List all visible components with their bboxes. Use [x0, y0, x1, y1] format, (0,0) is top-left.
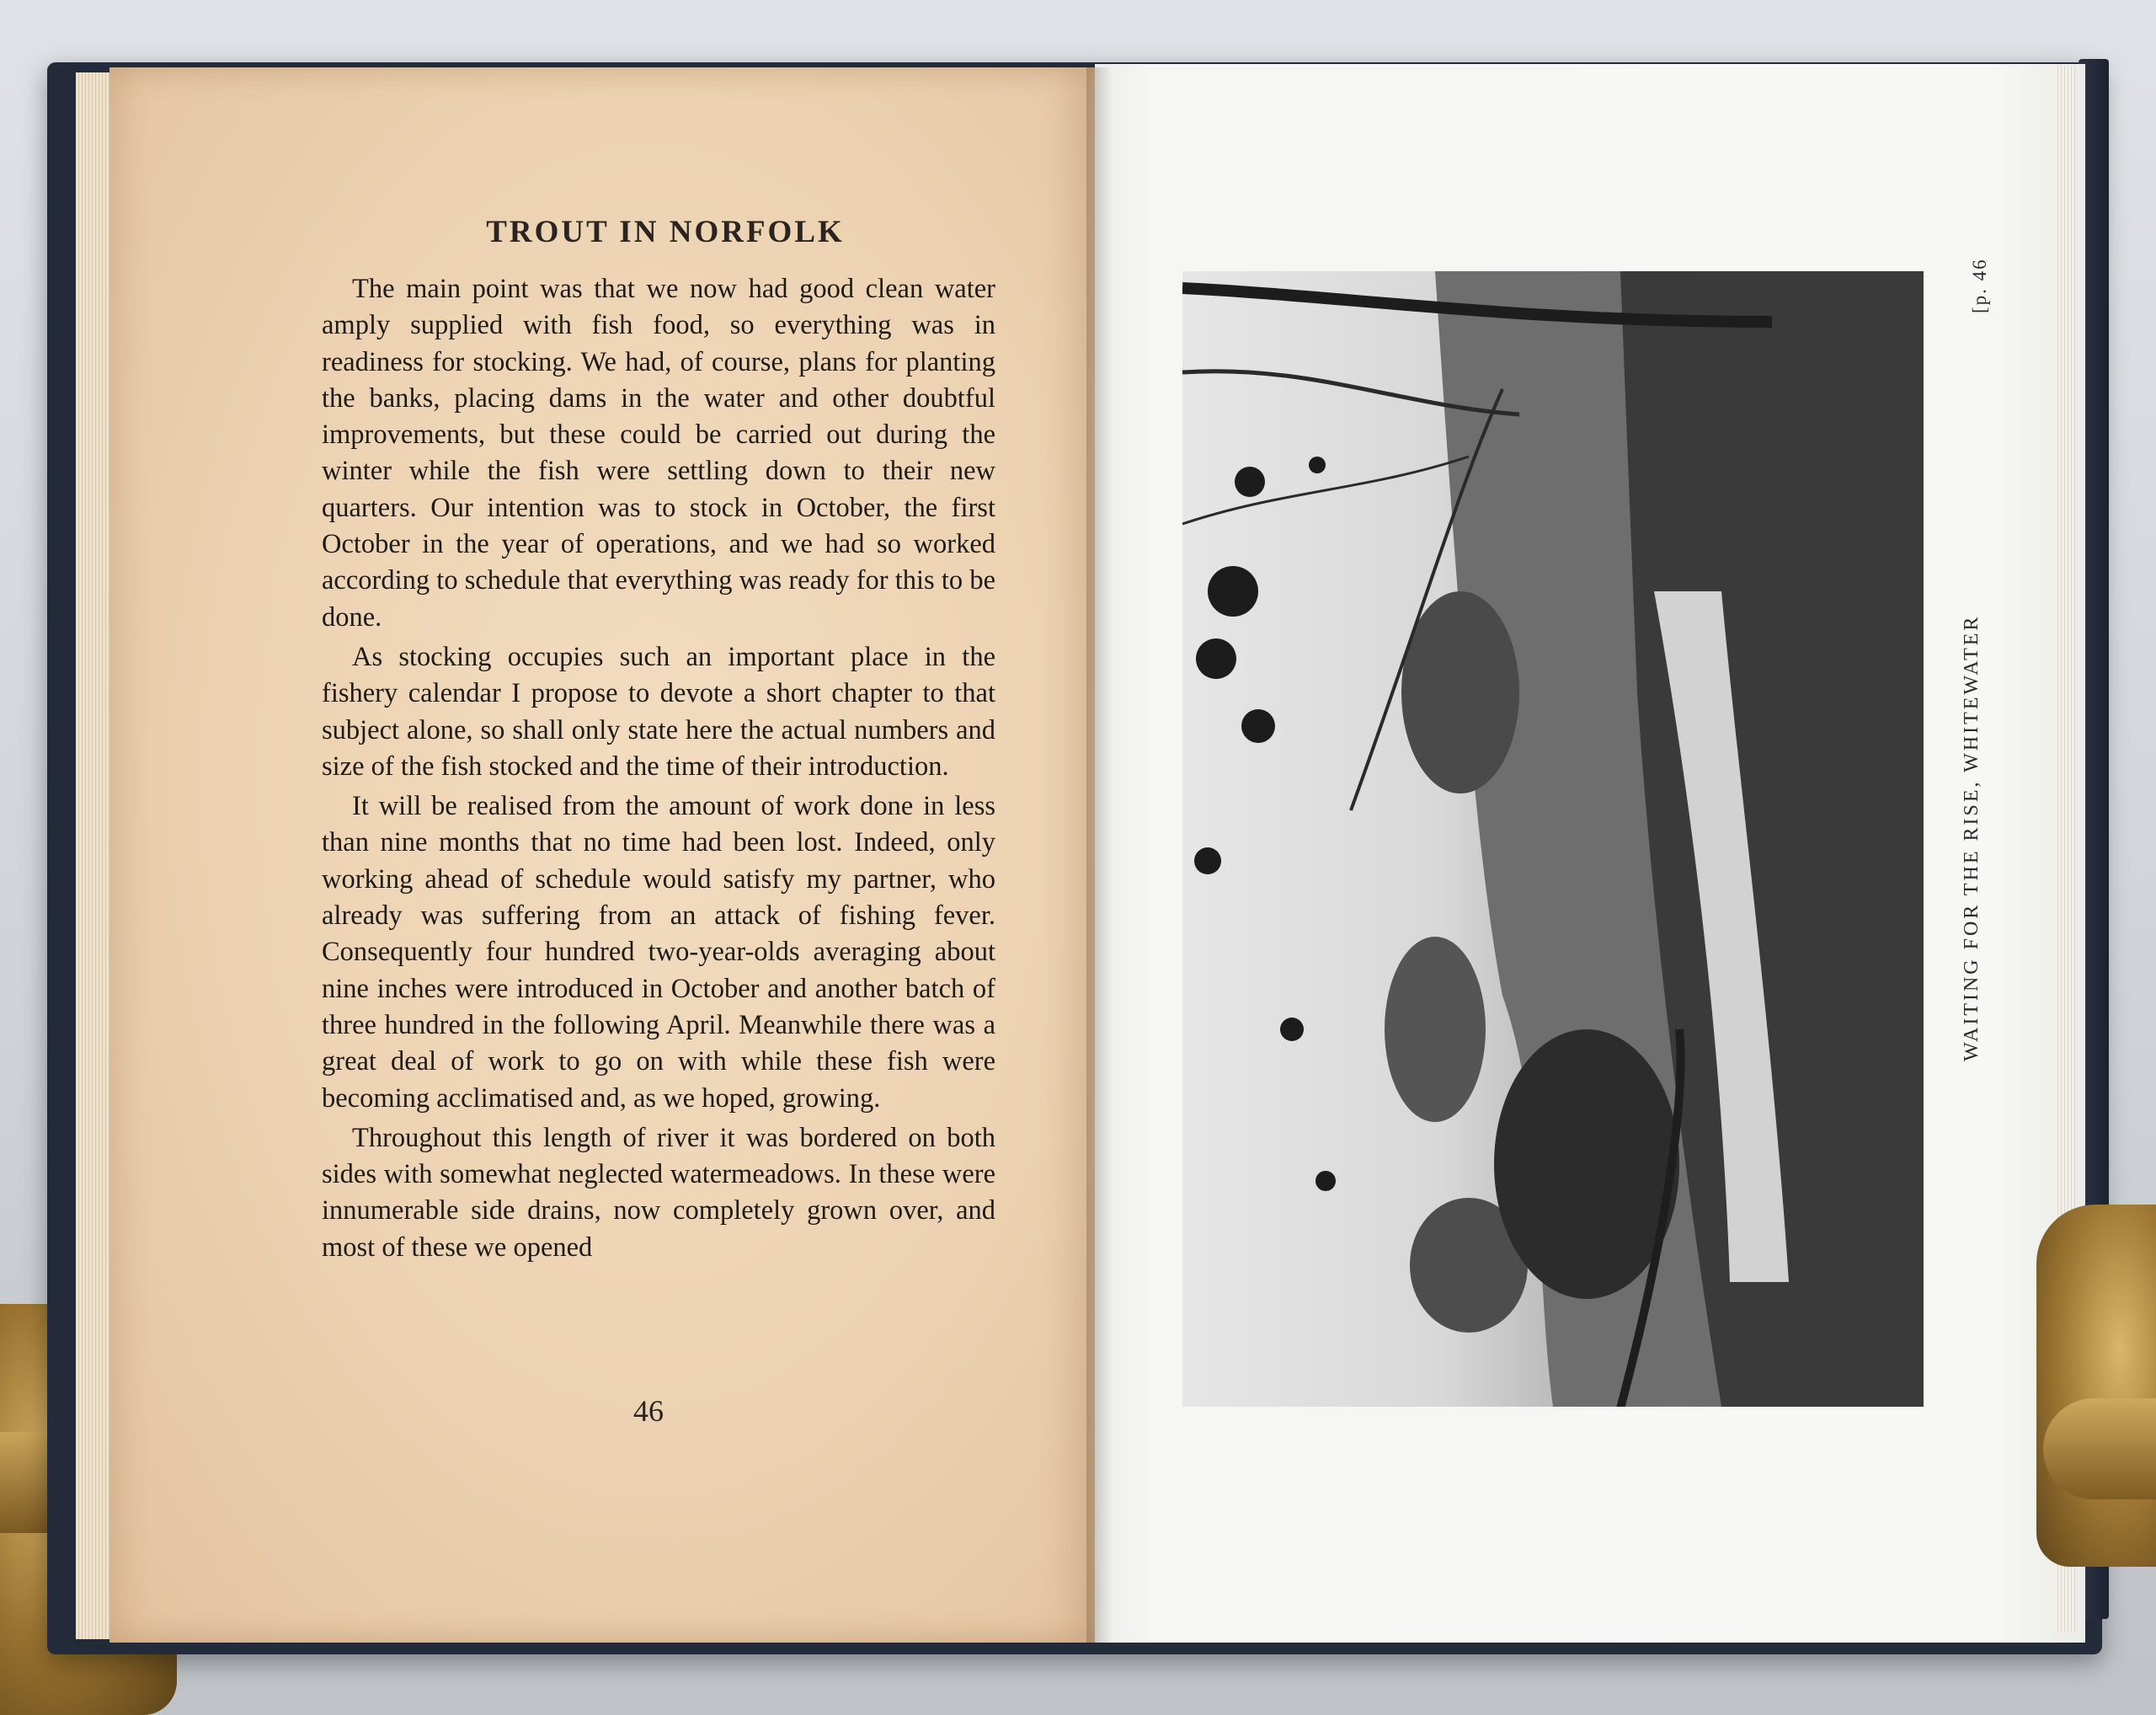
running-head: TROUT IN NORFOLK	[486, 215, 845, 249]
plate-caption: WAITING FOR THE RISE, WHITEWATER	[1961, 614, 1983, 1061]
paragraph: The main point was that we now had good clean water amply supplied with fish food, so everything was in readiness for stocking. We had, of course, plans for planting the banks, placing dams in the water and other doubtful improvements, but these could be carried out during the winter while the fish were settling down to their new quarters. Our intention was to stock in October, the first October in the year of operations, and we had so worked according to schedule that everything was ready for this to be done.	[322, 274, 995, 633]
right-brass-bookend	[2036, 1205, 2156, 1567]
plate-page-reference: [p. 46	[1969, 258, 1990, 313]
book-gutter	[1086, 67, 1112, 1643]
page-number: 46	[633, 1394, 664, 1428]
paragraph: Throughout this length of river it was bordered on both sides with somewhat neglected watermeadows. In these were innumerable side drains, now completely grown over, and most of these we opened	[322, 1122, 995, 1263]
landscape-photo	[1182, 271, 1924, 1407]
paragraph: As stocking occupies such an important place in the fishery calendar I propose to devote a short chapter to that subject alone, so shall only state here the actual numbers and size of the fish stocked and the time of their introduction.	[322, 641, 995, 782]
right-bookend-finger	[2043, 1398, 2156, 1499]
body-text	[322, 271, 995, 1269]
paragraph: It will be realised from the amount of work done in less than nine months that no time had been lost. Indeed, only working ahead of schedule would satisfy my partner, who already was suffering from an attack of fishing fever. Consequently four hundred two-year-olds averaging about nine inches were introduced in October and another batch of three hundred in the following April. Meanwhile there was a great deal of work to go on with while these fish were becoming acclimatised and, as we hoped, growing.	[322, 791, 995, 1114]
photo-plate	[1182, 271, 1924, 1407]
